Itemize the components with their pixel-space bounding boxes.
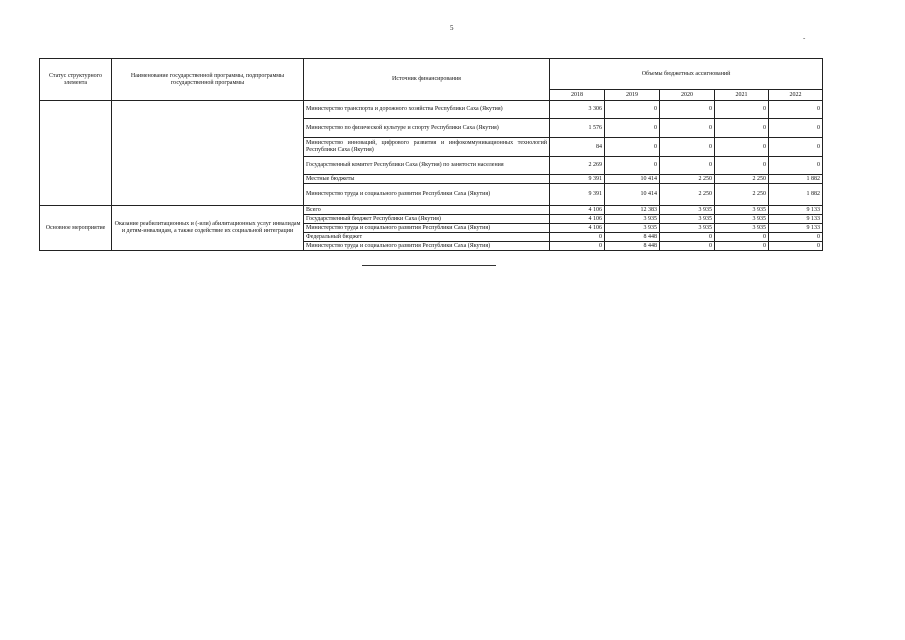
source-cell: Министерство труда и социального развития Республики Саха (Якутия) (304, 224, 550, 233)
value-cell: 0 (715, 119, 769, 138)
value-cell: 0 (769, 157, 823, 175)
corner-mark: - (803, 34, 806, 42)
bottom-rule (362, 265, 496, 266)
value-cell: 9 133 (769, 215, 823, 224)
header-status: Статус структурного элемента (40, 59, 112, 101)
table-row (40, 101, 823, 119)
value-cell: 0 (550, 233, 605, 242)
value-cell: 0 (550, 242, 605, 251)
value-cell: 0 (715, 157, 769, 175)
value-cell: 2 269 (550, 157, 605, 175)
value-cell: 4 106 (550, 215, 605, 224)
value-cell: 9 133 (769, 206, 823, 215)
value-cell: 84 (550, 138, 605, 157)
value-cell: 0 (715, 242, 769, 251)
value-cell: 2 250 (715, 184, 769, 206)
value-cell: 0 (605, 138, 660, 157)
source-cell: Государственный комитет Республики Саха (Якутия) по занятости населения (304, 157, 550, 175)
source-cell: Министерство транспорта и дорожного хозяйства Республики Саха (Якутия) (304, 101, 550, 119)
value-cell: 1 882 (769, 175, 823, 184)
value-cell: 3 306 (550, 101, 605, 119)
header-year: 2020 (660, 90, 715, 101)
value-cell: 10 414 (605, 175, 660, 184)
value-cell: 3 935 (605, 224, 660, 233)
value-cell: 0 (769, 138, 823, 157)
value-cell: 0 (605, 157, 660, 175)
name-cell-empty (112, 101, 304, 206)
value-cell: 2 250 (660, 184, 715, 206)
status-cell: Основное мероприятие (40, 206, 112, 251)
source-cell: Государственный бюджет Республики Саха (Якутия) (304, 215, 550, 224)
header-year: 2019 (605, 90, 660, 101)
value-cell: 0 (605, 101, 660, 119)
value-cell: 0 (769, 233, 823, 242)
source-cell: Местные бюджеты (304, 175, 550, 184)
source-cell: Федеральный бюджет (304, 233, 550, 242)
value-cell: 2 250 (715, 175, 769, 184)
value-cell: 10 414 (605, 184, 660, 206)
value-cell: 8 448 (605, 242, 660, 251)
value-cell: 3 935 (715, 224, 769, 233)
value-cell: 8 448 (605, 233, 660, 242)
value-cell: 3 935 (660, 206, 715, 215)
value-cell: 0 (660, 101, 715, 119)
budget-table (39, 58, 823, 251)
source-cell: Министерство инноваций, цифрового развития и инфокоммуникационных технологий Республики Саха (Якутия) (304, 138, 550, 157)
value-cell: 9 391 (550, 184, 605, 206)
header-volumes: Объемы бюджетных ассигнований (550, 59, 823, 90)
value-cell: 0 (769, 101, 823, 119)
table-row (40, 206, 823, 215)
value-cell: 0 (660, 157, 715, 175)
page-number: 5 (450, 24, 454, 32)
header-name: Наименование государственной программы, подпрограммы государственной программы (112, 59, 304, 101)
value-cell: 3 935 (715, 215, 769, 224)
value-cell: 4 106 (550, 224, 605, 233)
value-cell: 3 935 (660, 215, 715, 224)
header-source: Источник финансирования (304, 59, 550, 101)
source-cell: Министерство труда и социального развития Республики Саха (Якутия) (304, 184, 550, 206)
value-cell: 0 (605, 119, 660, 138)
value-cell: 9 133 (769, 224, 823, 233)
header-year: 2021 (715, 90, 769, 101)
value-cell: 12 383 (605, 206, 660, 215)
value-cell: 0 (660, 233, 715, 242)
value-cell: 1 576 (550, 119, 605, 138)
value-cell: 4 106 (550, 206, 605, 215)
value-cell: 0 (715, 233, 769, 242)
value-cell: 3 935 (660, 224, 715, 233)
value-cell: 0 (715, 101, 769, 119)
value-cell: 0 (715, 138, 769, 157)
program-name-cell: Оказание реабилитационных и (-или) абилитационных услуг инвалидам и детям-инвалидам, а также содействие их социальной интеграции (112, 206, 304, 251)
value-cell: 3 935 (605, 215, 660, 224)
value-cell: 0 (660, 242, 715, 251)
source-cell: Всего (304, 206, 550, 215)
value-cell: 0 (660, 119, 715, 138)
source-cell: Министерство труда и социального развития Республики Саха (Якутия) (304, 242, 550, 251)
value-cell: 9 391 (550, 175, 605, 184)
value-cell: 0 (769, 242, 823, 251)
source-cell: Министерство по физической культуре и спорту Республики Саха (Якутия) (304, 119, 550, 138)
value-cell: 0 (769, 119, 823, 138)
header-year: 2018 (550, 90, 605, 101)
status-cell-empty (40, 101, 112, 206)
value-cell: 1 882 (769, 184, 823, 206)
value-cell: 0 (660, 138, 715, 157)
value-cell: 3 935 (715, 206, 769, 215)
header-year: 2022 (769, 90, 823, 101)
value-cell: 2 250 (660, 175, 715, 184)
